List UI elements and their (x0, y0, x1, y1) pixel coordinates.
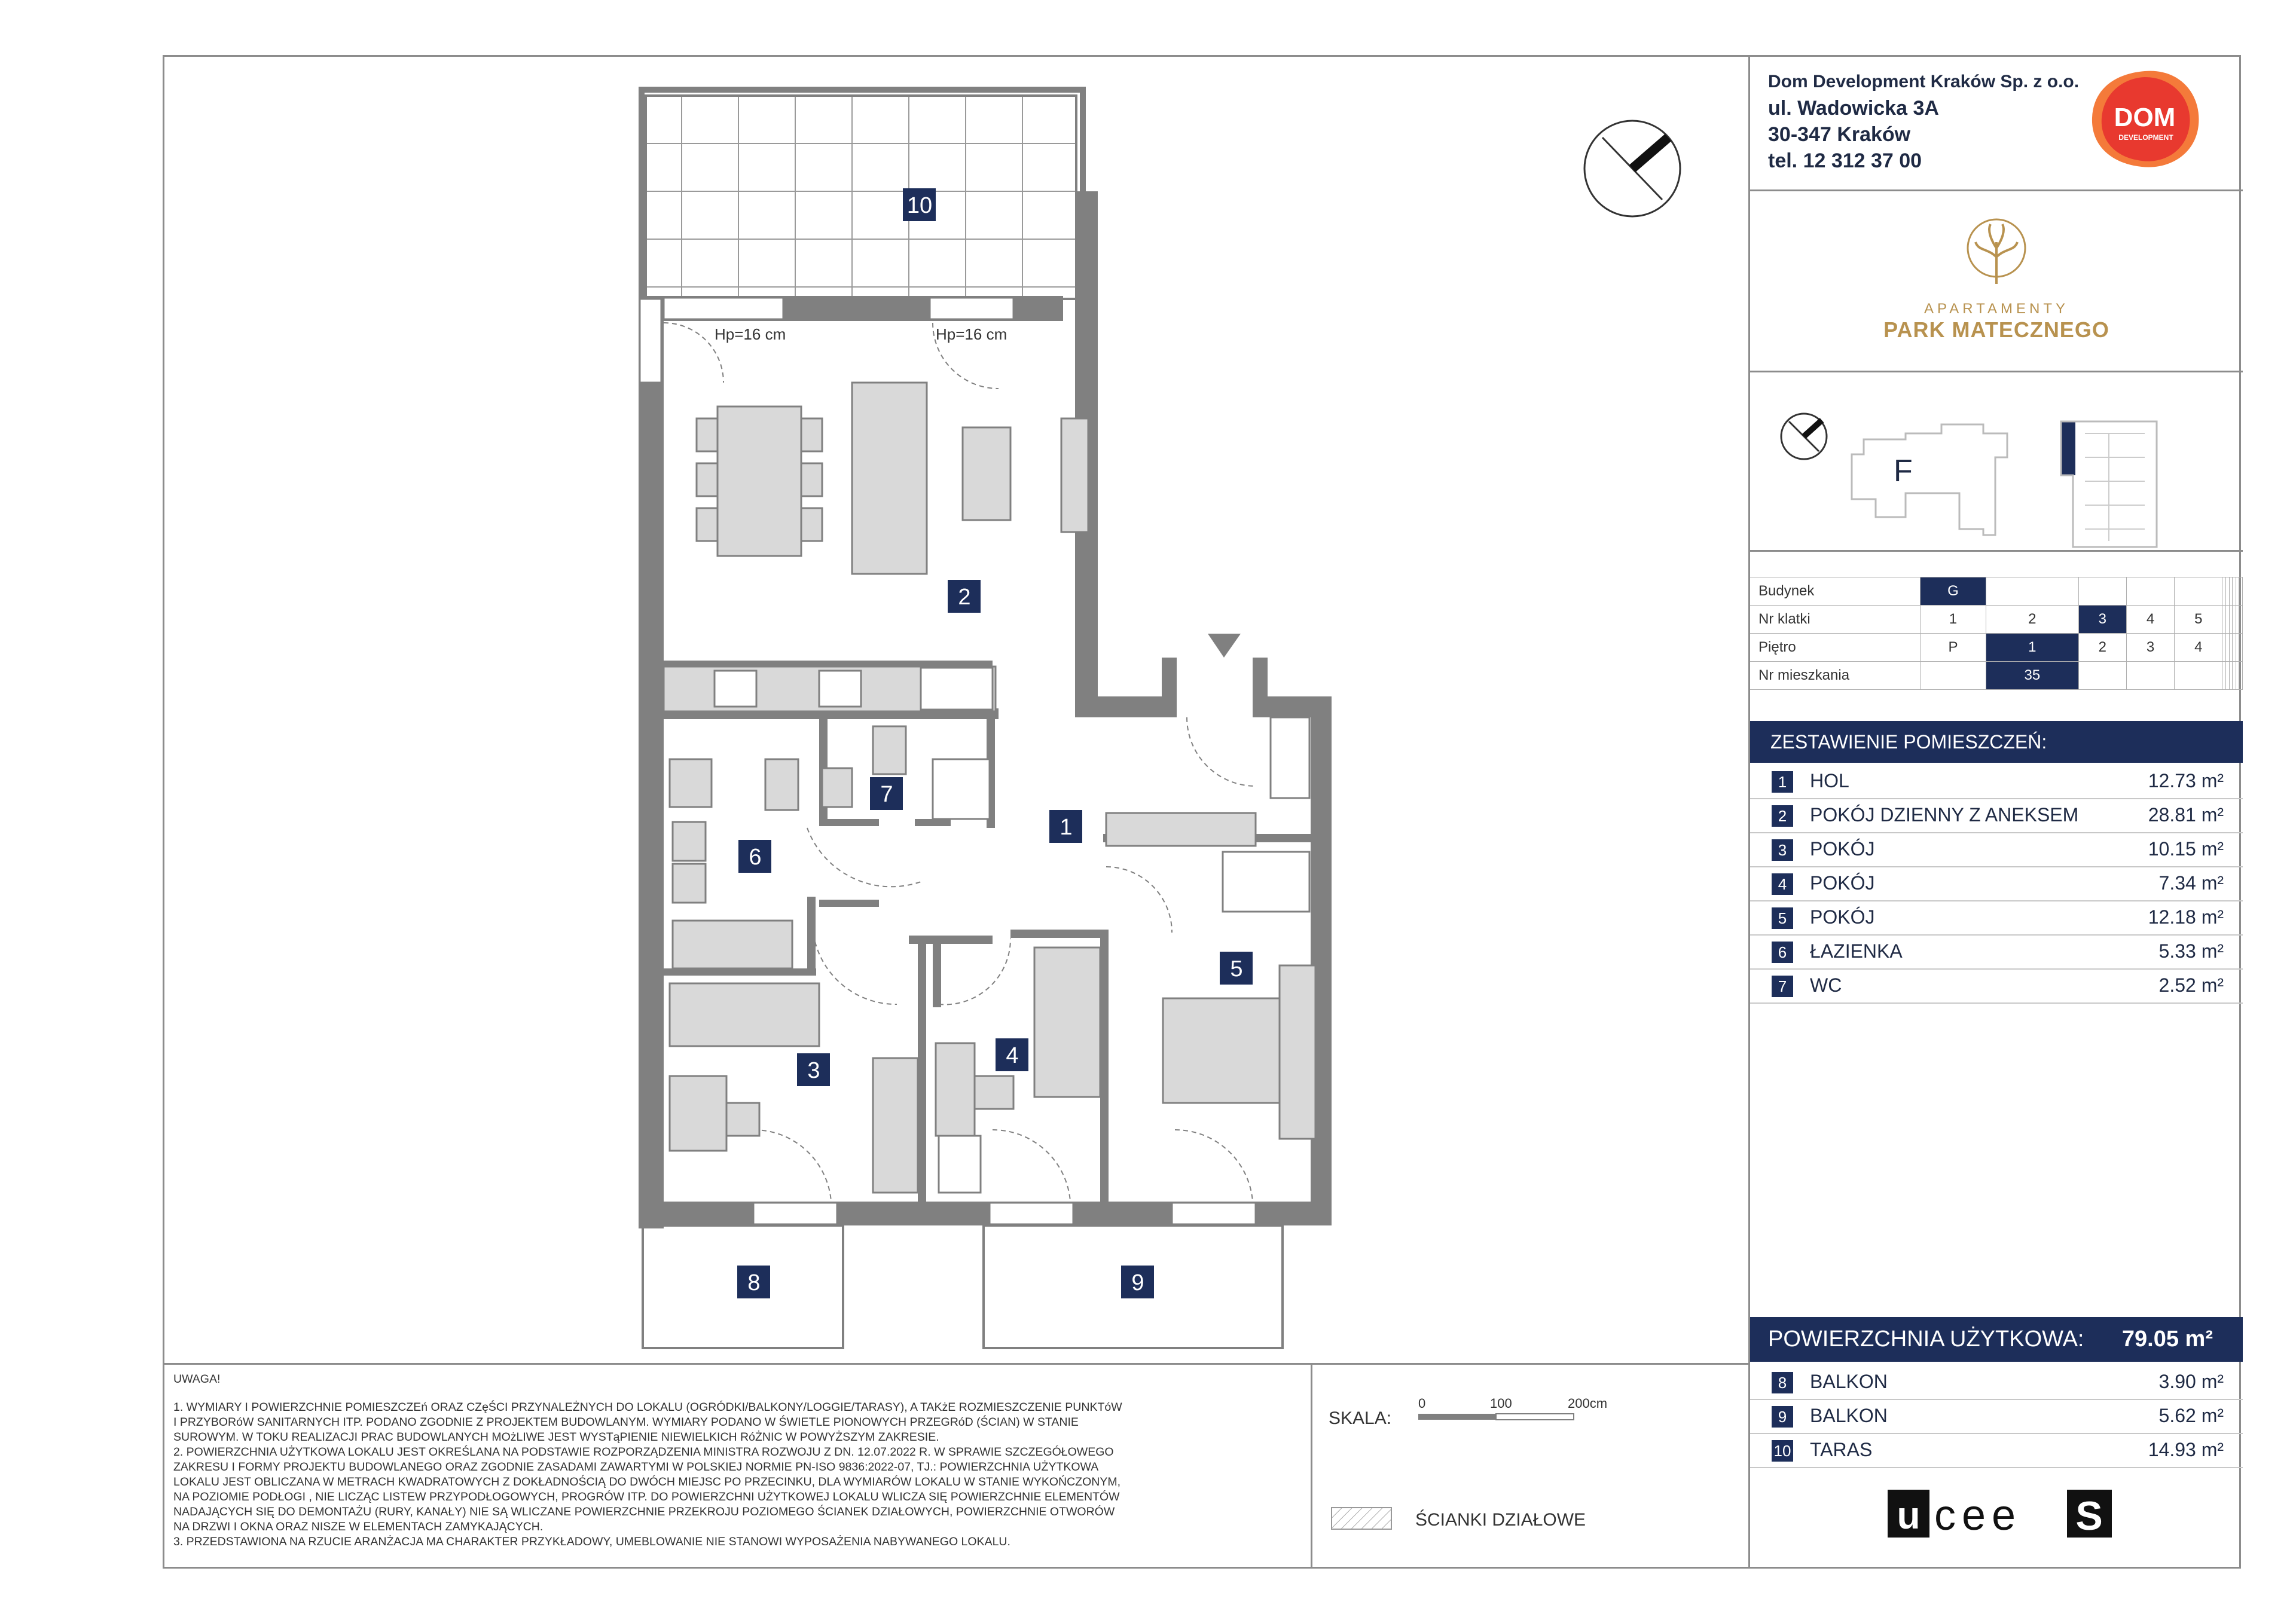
svg-text:ŚCIANKI DZIAŁOWE: ŚCIANKI DZIAŁOWE (1415, 1510, 1586, 1530)
room-row: 4 POKÓJ 7.34 m² (1750, 867, 2243, 901)
company-city: 30-347 Kraków (1768, 123, 1911, 146)
pietro-2: 2 (2078, 634, 2126, 662)
svg-text:cee: cee (1934, 1491, 2022, 1539)
info-sidebar (1748, 57, 2241, 1569)
room-row: 2 POKÓJ DZIENNY Z ANEKSEM 28.81 m² (1750, 799, 2243, 833)
note-line: LOKALU JEST OBLICZANA W METRACH KWADRATOWYCH Z DOKŁADNOŚCIĄ DO DWÓCH MIEJSC PO PRZECINKU, DLA WYMIARÓW LOKALU W STANIE WYKOŃCZONYM, (173, 1475, 1121, 1488)
klatka-3: 3 (2078, 606, 2126, 634)
note-line: ZAKRESU I FORMY PROJEKTU BUDOWLANEGO ORAZ ZGODNIE ZASADAMI ZAWARTYMI W POLSKIEJ NORMIE PN-ISO 9836:2022-07, TJ.: POWIERZCHNIA UŻYTKOWA (173, 1460, 1099, 1474)
mieszkanie-label: Nr mieszkania (1750, 662, 1921, 690)
kitchen-counter (664, 667, 996, 711)
company-street: ul. Wadowicka 3A (1768, 97, 1939, 120)
pietro-3: 3 (2126, 634, 2174, 662)
svg-text:DOM: DOM (2114, 103, 2176, 132)
svg-text:7: 7 (880, 782, 893, 807)
scale-tick-0: 0 (1418, 1396, 1426, 1411)
partition-legend (1329, 1500, 1747, 1536)
divider (1750, 550, 2243, 552)
room-row: 6 ŁAZIENKA 5.33 m² (1750, 936, 2243, 970)
room-row: 3 POKÓJ 10.15 m² (1750, 833, 2243, 867)
company-address (1768, 69, 2079, 174)
note-line: 3. PRZEDSTAWIONA NA RZUCIE ARANŻACJA MA CHARAKTER PRZYKŁADOWY, UMEBLOWANIE NIE STANOWI WYPOSAŻENIA NABYWANEGO LOKALU. (173, 1535, 1010, 1548)
svg-text:6: 6 (749, 845, 762, 870)
divider (1750, 371, 2243, 372)
room-row: 7 WC 2.52 m² (1750, 970, 2243, 1004)
uceess-logo (1888, 1487, 2115, 1541)
svg-text:10: 10 (906, 193, 933, 218)
mieszkanie-value: 35 (1986, 662, 2078, 690)
klatka-4: 4 (2126, 606, 2174, 634)
company-name: Dom Development Kraków Sp. z o.o. (1768, 72, 2080, 91)
company-phone: tel. 12 312 37 00 (1768, 149, 1922, 172)
compass-icon (1584, 121, 1680, 216)
dom-development-logo (2085, 65, 2205, 173)
klatka-label: Nr klatki (1750, 606, 1921, 634)
total-area (1750, 1317, 2243, 1362)
scale-tick-200: 200cm (1568, 1396, 1608, 1411)
notes (173, 1372, 1283, 1549)
rooms-header: ZESTAWIENIE POMIESZCZEŃ: (1750, 721, 2243, 763)
svg-text:9: 9 (1131, 1270, 1144, 1295)
room-row: 1 HOL 12.73 m² (1750, 765, 2243, 799)
extra-row: 10 TARAS 14.93 m² (1750, 1434, 2243, 1468)
svg-text:2: 2 (958, 585, 971, 610)
svg-text:5: 5 (1230, 956, 1243, 982)
hp-label-right: Hp=16 cm (936, 325, 1007, 343)
tree-icon (1958, 215, 2035, 293)
budynek-value: G (1921, 577, 1986, 606)
scale-label: SKALA: (1329, 1408, 1392, 1428)
svg-text:1: 1 (1060, 815, 1073, 840)
note-line: NA POZIOMIE PODŁOGI , NIE LICZĄC LISTEW PRZYPODŁOGOWYCH, PROGRÓW ITP. DO POWIERZCHNI UŻYTKOWEJ LOKALU WLICZA SIĘ POWIERZCHNIE ELEMENTÓW (173, 1490, 1120, 1503)
svg-text:8: 8 (747, 1270, 761, 1295)
svg-text:S: S (2075, 1493, 2103, 1539)
budynek-label: Budynek (1750, 577, 1921, 606)
key-compass-icon (1781, 414, 1827, 459)
pietro-label: Piętro (1750, 634, 1921, 662)
klatka-1: 1 (1921, 606, 1986, 634)
project-logo (1750, 215, 2243, 343)
room-row: 5 POKÓJ 12.18 m² (1750, 901, 2243, 936)
scale-tick-100: 100 (1490, 1396, 1512, 1411)
svg-text:DEVELOPMENT: DEVELOPMENT (2118, 133, 2173, 142)
klatka-5: 5 (2175, 606, 2222, 634)
total-value: 79.05 m² (2121, 1326, 2213, 1352)
svg-text:4: 4 (1006, 1043, 1019, 1068)
notes-heading: UWAGA! (173, 1373, 221, 1386)
note-line: 1. WYMIARY I POWIERZCHNIE POMIESZCZEń ORAZ CZęŚCI PRZYNALEŻNYCH DO LOKALU (OGRÓDKI/BALKONY/LOGGIE/TARASY), A TAKżE ROZMIESZCZENIE PUNKTóW (173, 1401, 1122, 1414)
notes-divider (163, 1363, 1750, 1365)
klatka-2: 2 (1986, 606, 2078, 634)
living-furniture (697, 383, 1088, 574)
terrace-10 (639, 87, 1086, 386)
entrance-marker (1208, 634, 1241, 658)
unit-info-table (1750, 577, 2243, 690)
key-plan (1762, 380, 2234, 577)
divider (1750, 189, 2243, 191)
extra-row: 8 BALKON 3.90 m² (1750, 1366, 2243, 1400)
project-line1: APARTAMENTY (1923, 301, 2069, 317)
scale-divider (1311, 1364, 1312, 1569)
scale-bar (1329, 1393, 1747, 1465)
hp-label-left: Hp=16 cm (715, 325, 786, 343)
note-line: 2. POWIERZCHNIA UŻYTKOWA LOKALU JEST OKREŚLANA NA PODSTAWIE ROZPORZĄDZENIA MINISTRA ROZWOJU Z DN. 12.07.2022 R. W SPRAWIE SZCZEGÓŁOWEGO (173, 1445, 1114, 1459)
svg-text:3: 3 (807, 1058, 820, 1083)
pietro-p: P (1921, 634, 1986, 662)
project-line2: PARK MATECZNEGO (1883, 317, 2109, 342)
total-label: POWIERZCHNIA UŻYTKOWA: (1768, 1326, 2084, 1352)
note-line: SUROWYM. W TOKU REALIZACJI PRAC BUDOWLANYCH MOżLIWE JEST WYSTąPIENIE NIEWIELKICH RóŻNIC W POWYŻSZYM ZAKRESIE. (173, 1431, 939, 1444)
pietro-1: 1 (1986, 634, 2078, 662)
svg-text:u: u (1897, 1494, 1921, 1537)
key-building-letter: F (1894, 454, 1913, 488)
floor-plan (164, 57, 1749, 1363)
extra-row: 9 BALKON 5.62 m² (1750, 1400, 2243, 1434)
pietro-4: 4 (2175, 634, 2222, 662)
note-line: NA DRZWI I OKNA ORAZ NISZE W ELEMENTACH ZAMYKAJĄCYCH. (173, 1520, 544, 1533)
note-line: I PRZYBORóW SANITARNYCH ITP. PODANO ZGODNIE Z PROJEKTEM BUDOWLANYM. WYMIARY PODANO W ŚWIETLE PIONOWYCH PRZEGRóD (ŚCIAN) W STANIE (173, 1416, 1079, 1429)
bathroom-fixtures (670, 726, 990, 968)
note-line: NADAJĄCYCH SIĘ DO DEMONTAŻU (RURY, KANAŁY) NIE SĄ WLICZANE POWIERZCHNIE PRZEKROJU POZIOMEGO ŚCIANEK DZIAŁOWYCH, POWIERZCHNIE OTWORÓW (173, 1505, 1115, 1518)
